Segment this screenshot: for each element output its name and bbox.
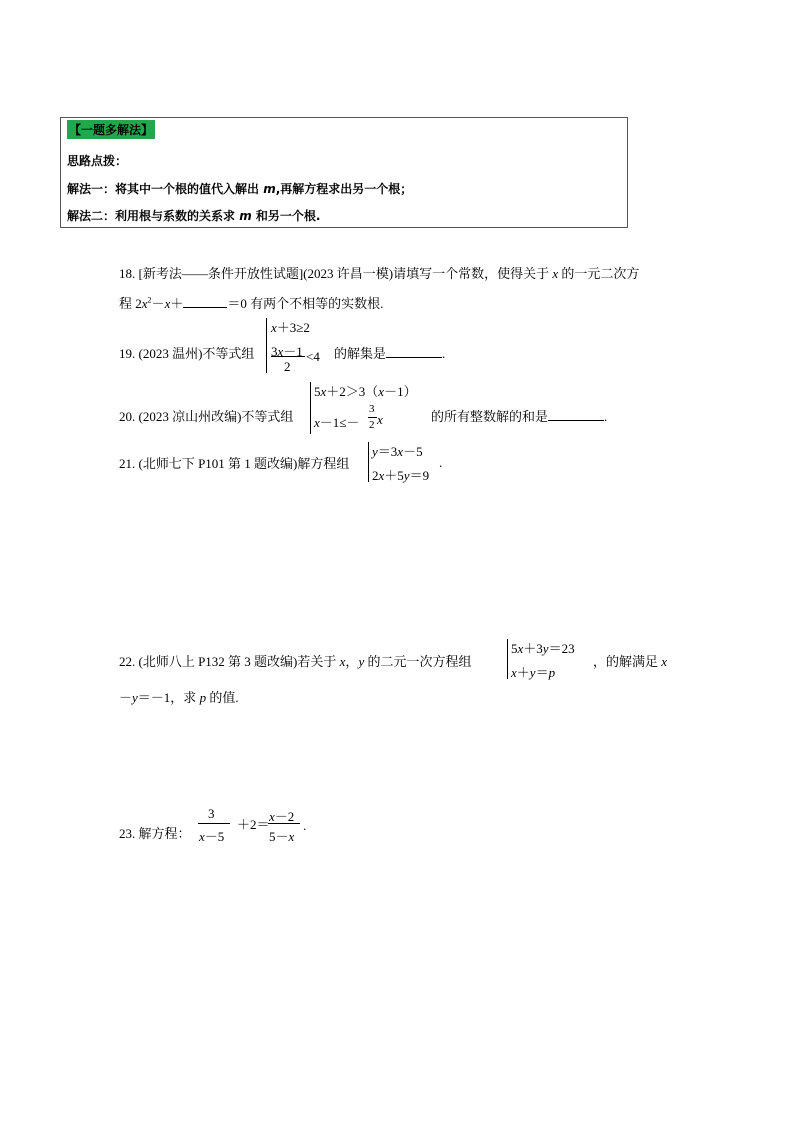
tip-tag: 【一题多解法】 [67,120,155,139]
q23-mid: ＋2＝ [237,817,270,832]
q23-f1-line [198,823,230,824]
brace-22 [507,639,508,679]
question-20-suffix: 的所有整数解的和是 . [431,409,608,424]
q23-end: . [303,818,307,833]
q19-lt: <4 [306,349,320,364]
question-19-suffix: 的解集是 . [334,346,446,361]
brace-21 [368,442,369,482]
q23-f2-line [268,823,300,824]
q21-end: . [439,455,443,470]
q22-row1: 5x＋3y＝23 [511,641,575,656]
q20-frac-line [368,417,377,418]
question-23-prefix: 23. 解方程： [119,826,191,841]
q23-f1-den: x－5 [199,829,225,844]
method-one: 解法一：将其中一个根的值代入解出 m,再解方程求出另一个根； [67,182,413,196]
question-22-line2: －y＝－1，求 p 的值. [119,690,239,705]
answer-blank-19[interactable] [386,356,442,358]
q21-row1: y＝3x－5 [372,444,423,459]
q20-frac-x: x [377,412,383,427]
q23-f2-num: x－2 [269,809,295,824]
question-20-prefix: 20. (2023 凉山州改编)不等式组 [119,409,294,424]
q19-fraction-line [271,356,305,357]
q21-row2: 2x＋5y＝9 [372,468,430,483]
q20-row1: 5x＋2＞3（x－1） [314,384,417,399]
q20-row2: x－1≤－ [314,415,360,430]
answer-blank-18[interactable] [183,306,227,308]
question-22-line1: 22. (北师八上 P132 第 3 题改编)若关于 x，y 的二元一次方程组 [119,654,472,669]
q19-row1: x＋3≥2 [271,320,310,335]
q19-denominator: 2 [284,359,291,374]
question-22-suffix: ，的解满足 x [593,654,668,669]
q22-row2: x＋y＝p [511,665,556,680]
q20-frac-den: 2 [369,419,375,431]
method-two: 解法二：利用根与系数的关系求 m 和另一个根. [67,209,321,223]
answer-blank-20[interactable] [548,419,604,421]
q20-frac-num: 3 [369,403,375,415]
brace-20 [310,382,311,434]
brace-19 [266,318,267,373]
question-21-prefix: 21. (北师七下 P101 第 1 题改编)解方程组 [119,456,350,471]
q19-numerator: 3x－1 [271,344,303,359]
question-18-line2: 程 $2x^2-x+ =0$ 有两个不相等的实数根. [119,295,384,311]
hint-label: 思路点拨： [67,154,128,168]
method-tip-box [60,117,628,228]
q23-f1-num: 3 [208,806,215,821]
question-19-prefix: 19. (2023 温州)不等式组 [119,346,255,361]
question-18-line1: 18. [新考法——条件开放性试题](2023 许昌一模)请填写一个常数，使得关于 x 的一元二次方 [119,266,640,281]
q23-f2-den: 5－x [269,829,295,844]
